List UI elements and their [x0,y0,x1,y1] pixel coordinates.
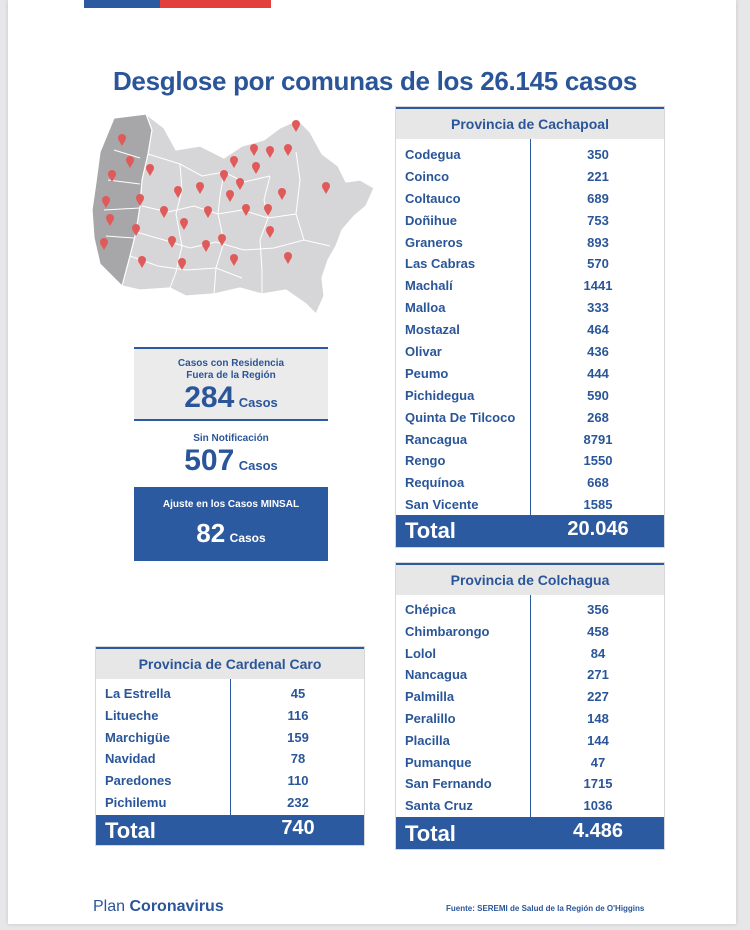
comuna-name: Graneros [405,234,463,250]
table-row [396,621,664,643]
comuna-name: San Fernando [405,776,492,792]
table-row [96,792,364,814]
comuna-value: 1550 [583,453,613,469]
residencia-label-2: Fuera de la Región [186,370,276,381]
comuna-name: San Vicente [405,497,479,513]
table-row [396,407,664,429]
comuna-name: Lolol [405,645,437,661]
comuna-name: Pichilemu [105,794,167,810]
comuna-value: 444 [587,365,609,381]
sin-notificacion-box [134,431,328,481]
comuna-value: 893 [587,234,609,250]
total-label: Total [405,518,456,543]
residencia-value: 284 [184,381,235,414]
comuna-value: 84 [590,645,606,661]
comuna-name: Coltauco [405,190,461,206]
comuna-value: 221 [587,168,609,184]
cachapoal-total-bar [396,515,664,547]
table-row [396,599,664,621]
ajuste-value: 82 [196,518,226,548]
comuna-name: Placilla [405,732,450,748]
table-row [396,752,664,774]
footer-source: Fuente: SEREMI de Salud de la Región de O'Higgins [446,904,645,913]
table-row [396,730,664,752]
table-row [396,253,664,275]
flag-stripe-red [160,0,271,8]
table-row [396,188,664,210]
ajuste-unit: Casos [229,531,266,545]
comuna-name: Chépica [405,602,456,617]
ajuste-label: Ajuste en los Casos MINSAL [162,499,300,510]
comuna-value: 464 [587,322,609,338]
comuna-value: 1441 [583,278,613,294]
table-row [396,144,664,166]
footer-plan-bold: Coronavirus [129,898,224,915]
comuna-name: Doñihue [405,212,457,228]
comuna-name: Pichidegua [405,387,475,403]
comuna-value: 271 [587,667,609,683]
comuna-value: 144 [587,732,609,748]
comuna-name: Codegua [405,147,461,162]
comuna-name: Machalí [405,278,453,294]
residencia-label-1: Casos con Residencia [177,358,285,369]
comuna-name: Palmilla [405,689,455,705]
colchagua-total-bar [396,817,664,849]
comuna-value: 668 [587,475,609,491]
table-row [396,472,664,494]
table-row [396,210,664,232]
flag-stripe-blue [84,0,160,8]
comuna-value: 8791 [583,431,613,447]
table-row [396,450,664,472]
comuna-value: 148 [587,710,609,726]
comuna-value: 1585 [583,497,613,513]
cardenal-caro-rows [96,679,364,817]
table-row [396,297,664,319]
comuna-name: Navidad [105,751,156,767]
total-value: 20.046 [567,518,629,540]
footer-plan-prefix: Plan [93,898,126,915]
total-value: 4.486 [572,820,624,842]
comuna-name: Pumanque [405,754,472,770]
comuna-name: Santa Cruz [405,798,473,814]
comuna-name: Chimbarongo [405,623,490,639]
comuna-value: 753 [587,212,609,228]
colchagua-table [395,562,665,850]
cachapoal-title: Provincia de Cachapoal [396,107,664,139]
comuna-value: 689 [587,190,609,206]
total-label: Total [105,818,156,843]
table-row [396,319,664,341]
comuna-name: Mostazal [405,322,460,338]
table-row [396,232,664,254]
comuna-value: 45 [290,686,306,701]
table-row [396,686,664,708]
comuna-value: 590 [587,387,609,403]
sin-notificacion-value: 507 [184,444,235,477]
total-value: 740 [281,817,315,839]
table-row [396,166,664,188]
comuna-value: 159 [287,729,309,745]
cachapoal-rows [396,139,664,515]
sin-notificacion-unit: Casos [238,458,278,473]
table-row [96,748,364,770]
page-title: Desglose por comunas de los 26.145 casos [112,66,638,96]
table-row [96,770,364,792]
ajuste-minsal-box [134,487,328,561]
comuna-name: Paredones [105,773,172,789]
residencia-unit: Casos [238,395,278,410]
comuna-name: Las Cabras [405,256,476,272]
comuna-name: Rengo [405,453,446,469]
table-row [396,385,664,407]
table-row [396,275,664,297]
comuna-value: 78 [290,751,306,767]
cardenal-caro-total-bar [96,815,364,845]
comuna-name: Requínoa [405,475,465,491]
comuna-value: 47 [590,754,606,770]
sin-notificacion-label: Sin Notificación [193,433,269,444]
comuna-value: 110 [287,773,309,789]
table-row [396,494,664,516]
table-row [396,795,664,817]
comuna-name: Nancagua [405,667,468,683]
table-row [96,683,364,705]
comuna-value: 232 [287,794,309,810]
comuna-value: 268 [587,409,609,425]
cardenal-caro-title: Provincia de Cardenal Caro [96,647,364,679]
comuna-value: 1036 [583,798,613,814]
cardenal-caro-table [95,646,365,846]
table-row [396,773,664,795]
comuna-name: Peumo [405,365,449,381]
comuna-name: La Estrella [105,686,171,701]
colchagua-title: Provincia de Colchagua [396,563,664,595]
comuna-name: Litueche [105,707,159,723]
comuna-name: Malloa [405,300,446,316]
table-row [396,664,664,686]
region-map [84,110,380,328]
table-row [96,705,364,727]
total-label: Total [405,821,456,846]
table-row [96,727,364,749]
comuna-name: Coinco [405,168,450,184]
comuna-value: 227 [587,689,609,705]
comuna-name: Olivar [405,344,442,360]
comuna-name: Marchigüe [105,729,171,745]
table-row [396,708,664,730]
comuna-value: 116 [287,707,309,723]
table-row [396,429,664,451]
table-row [396,363,664,385]
comuna-value: 356 [587,602,609,617]
comuna-value: 458 [587,623,609,639]
table-row [396,341,664,363]
colchagua-rows [396,595,664,819]
comuna-value: 570 [587,256,609,272]
comuna-value: 333 [587,300,609,316]
footer-plan [93,898,224,916]
residencia-box [134,347,328,421]
table-row [396,643,664,665]
comuna-value: 350 [587,147,609,162]
comuna-name: Quinta De Tilcoco [405,409,516,425]
comuna-value: 436 [587,344,609,360]
cachapoal-table [395,106,665,548]
comuna-name: Peralillo [405,710,456,726]
comuna-name: Rancagua [405,431,468,447]
comuna-value: 1715 [583,776,613,792]
